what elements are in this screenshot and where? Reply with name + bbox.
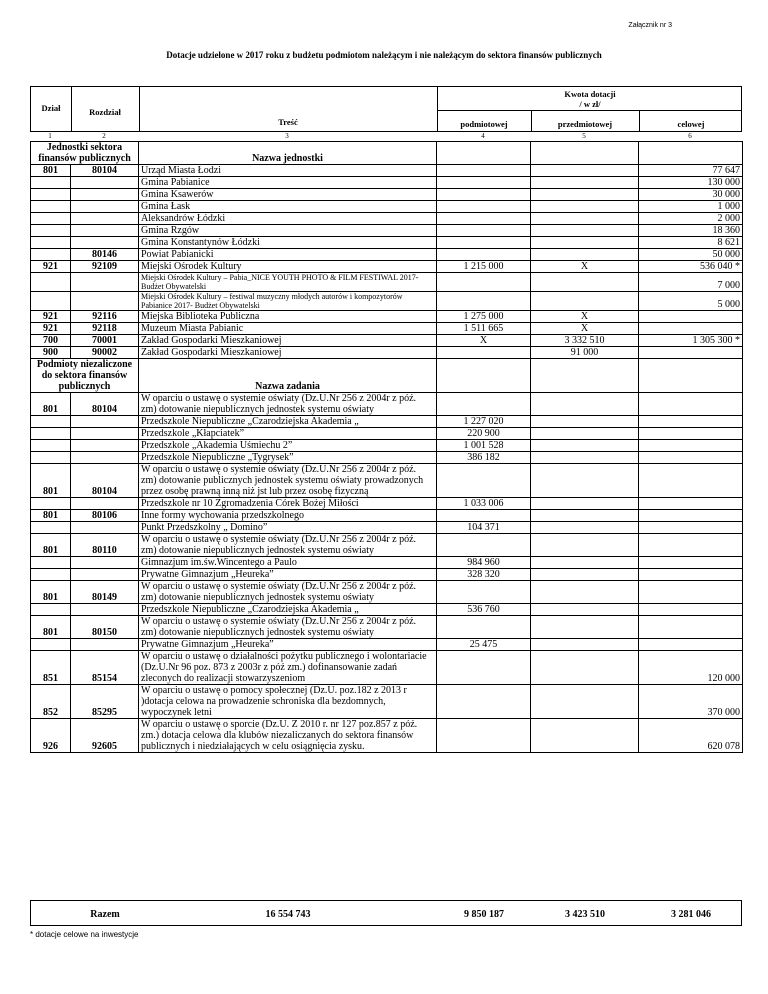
cell-tresc: Urząd Miasta Łodzi [139, 165, 437, 177]
cell-rozdzial: 80149 [71, 581, 139, 604]
cell-podmiotowej: 220 900 [437, 428, 531, 440]
cell-rozdzial [71, 498, 139, 510]
cell-przedmiotowej [531, 510, 639, 522]
cell-podmiotowej [437, 510, 531, 522]
cell-celowej: 50 000 [639, 249, 743, 261]
total-row [30, 900, 742, 926]
cell-celowej: 5 000 [639, 292, 743, 311]
cell-tresc: Punkt Przedszkolny „ Domino” [139, 522, 437, 534]
cell-celowej [639, 522, 743, 534]
cell-przedmiotowej [531, 225, 639, 237]
table-row [31, 201, 743, 213]
cell-celowej: 7 000 [639, 273, 743, 292]
table-row [31, 393, 743, 416]
cell-podmiotowej: 1 511 665 [437, 323, 531, 335]
table-row [31, 225, 743, 237]
table-row [31, 685, 743, 719]
cell-podmiotowej: 1 033 006 [437, 498, 531, 510]
cell-przedmiotowej [531, 604, 639, 616]
cell-przedmiotowej [531, 189, 639, 201]
cell-celowej [639, 639, 743, 651]
cell-przedmiotowej: 91 000 [531, 347, 639, 359]
table-row [31, 651, 743, 685]
cell-rozdzial: 80104 [71, 393, 139, 416]
cell-dzial: 801 [31, 510, 71, 522]
cell-tresc: Miejski Ośrodek Kultury [139, 261, 437, 273]
cell-przedmiotowej: X [531, 311, 639, 323]
cell-dzial [31, 639, 71, 651]
cell-celowej: 30 000 [639, 189, 743, 201]
cell-tresc: Zakład Gospodarki Mieszkaniowej [139, 347, 437, 359]
table-row [31, 249, 743, 261]
cell-celowej: 2 000 [639, 213, 743, 225]
section-heading: Jednostki sektora finansów publicznych [31, 142, 139, 165]
cell-dzial [31, 604, 71, 616]
cell-przedmiotowej: 3 332 510 [531, 335, 639, 347]
table-row [31, 347, 743, 359]
cell-podmiotowej [437, 651, 531, 685]
cell-rozdzial [71, 213, 139, 225]
cell-tresc: Aleksandrów Łódzki [139, 213, 437, 225]
cell-celowej: 536 040 * [639, 261, 743, 273]
cell-przedmiotowej [531, 249, 639, 261]
cell-celowej [639, 616, 743, 639]
cell-celowej: 370 000 [639, 685, 743, 719]
cell-podmiotowej [437, 464, 531, 498]
cell-przedmiotowej [531, 393, 639, 416]
cell-przedmiotowej [531, 428, 639, 440]
table-row [31, 311, 743, 323]
table-row [31, 323, 743, 335]
col-num-6: 6 [688, 132, 692, 140]
cell-celowej [639, 498, 743, 510]
cell-podmiotowej: 1 001 528 [437, 440, 531, 452]
cell-tresc: Gmina Rzgów [139, 225, 437, 237]
table-row [31, 292, 743, 311]
cell-tresc: Miejski Ośrodek Kultury – festiwal muzyczny młodych autorów i kompozytorów Pabianice 2017- Budżet Obywatelski [139, 292, 437, 311]
cell-tresc: Przedszkole Niepubliczne „Tygrysek” [139, 452, 437, 464]
cell-rozdzial: 80150 [71, 616, 139, 639]
header-rozdzial: Rozdział [89, 107, 121, 117]
cell-przedmiotowej [531, 534, 639, 557]
table-row [31, 261, 743, 273]
cell-przedmiotowej [531, 177, 639, 189]
cell-rozdzial: 92116 [71, 311, 139, 323]
cell-celowej [639, 416, 743, 428]
cell-dzial [31, 249, 71, 261]
cell-tresc: Gmina Pabianice [139, 177, 437, 189]
header-celowej: celowej [677, 119, 705, 129]
cell-dzial: 852 [31, 685, 71, 719]
cell-tresc: Przedszkole nr 10 Zgromadzenia Córek Bożej Miłości [139, 498, 437, 510]
cell-tresc: Gmina Łask [139, 201, 437, 213]
cell-przedmiotowej [531, 557, 639, 569]
cell-rozdzial [71, 292, 139, 311]
cell-dzial: 801 [31, 616, 71, 639]
cell-dzial [31, 225, 71, 237]
cell-podmiotowej: X [437, 335, 531, 347]
cell-tresc: Gmina Ksawerów [139, 189, 437, 201]
cell-celowej: 1 305 300 * [639, 335, 743, 347]
cell-dzial: 801 [31, 464, 71, 498]
table-row [31, 189, 743, 201]
cell-rozdzial [71, 522, 139, 534]
cell-dzial [31, 498, 71, 510]
table-row [31, 581, 743, 604]
cell-przedmiotowej [531, 416, 639, 428]
cell-tresc: Gimnazjum im.św.Wincentego a Paulo [139, 557, 437, 569]
table-row [31, 165, 743, 177]
col-num-4: 4 [481, 132, 485, 140]
cell-tresc: Miejski Ośrodek Kultury – Pabia_NICE YOUTH PHOTO & FILM FESTIWAL 2017- Budżet Obywatelski [139, 273, 437, 292]
cell-dzial [31, 416, 71, 428]
cell-podmiotowej [437, 292, 531, 311]
cell-rozdzial [71, 428, 139, 440]
cell-tresc: W oparciu o ustawę o systemie oświaty (Dz.U.Nr 256 z 2004r z póź. zm) dotowanie niepublicznych jednostek systemu oświaty [139, 616, 437, 639]
header-tresc: Treść [278, 117, 298, 127]
cell-podmiotowej: 1 215 000 [437, 261, 531, 273]
cell-dzial [31, 428, 71, 440]
cell-rozdzial [71, 440, 139, 452]
table-row [31, 498, 743, 510]
cell-przedmiotowej [531, 581, 639, 604]
cell-celowej: 8 621 [639, 237, 743, 249]
cell-celowej: 1 000 [639, 201, 743, 213]
cell-dzial [31, 557, 71, 569]
table-row [31, 428, 743, 440]
empty-cell [639, 142, 743, 165]
cell-dzial: 801 [31, 165, 71, 177]
cell-celowej [639, 569, 743, 581]
section-heading-row [31, 359, 743, 393]
cell-celowej [639, 464, 743, 498]
cell-przedmiotowej [531, 651, 639, 685]
cell-podmiotowej: 1 227 020 [437, 416, 531, 428]
section-heading-row [31, 142, 743, 165]
col-num-1: 1 [48, 132, 52, 140]
empty-cell [639, 359, 743, 393]
cell-tresc: Miejska Biblioteka Publiczna [139, 311, 437, 323]
header-przedmiotowej: przedmiotowej [557, 119, 613, 129]
cell-podmiotowej [437, 189, 531, 201]
cell-przedmiotowej: X [531, 261, 639, 273]
cell-tresc: W oparciu o ustawę o działalności pożytku publicznego i wolontariacie (Dz.U.Nr 96 poz. 873 z 2003r z póź zm.) dofinansowanie zadań zleconych do realizacji stowarzyszeniom [139, 651, 437, 685]
table-row [31, 213, 743, 225]
cell-tresc: Gmina Konstantynów Łódzki [139, 237, 437, 249]
cell-przedmiotowej [531, 639, 639, 651]
cell-podmiotowej [437, 237, 531, 249]
cell-dzial [31, 522, 71, 534]
cell-podmiotowej [437, 719, 531, 753]
cell-dzial [31, 273, 71, 292]
cell-podmiotowej: 1 275 000 [437, 311, 531, 323]
cell-przedmiotowej [531, 237, 639, 249]
cell-dzial [31, 213, 71, 225]
cell-podmiotowej [437, 249, 531, 261]
cell-rozdzial: 80146 [71, 249, 139, 261]
table-row [31, 464, 743, 498]
cell-przedmiotowej [531, 616, 639, 639]
cell-rozdzial: 70001 [71, 335, 139, 347]
table-header [30, 86, 742, 132]
cell-przedmiotowej [531, 464, 639, 498]
cell-dzial [31, 201, 71, 213]
cell-tresc: Prywatne Gimnazjum „Heureka” [139, 569, 437, 581]
empty-cell [437, 359, 531, 393]
cell-celowej [639, 510, 743, 522]
cell-rozdzial [71, 189, 139, 201]
cell-celowej: 620 078 [639, 719, 743, 753]
attachment-label: Załącznik nr 3 [628, 22, 672, 29]
cell-dzial: 851 [31, 651, 71, 685]
table-row [31, 416, 743, 428]
cell-celowej: 130 000 [639, 177, 743, 189]
cell-celowej: 18 360 [639, 225, 743, 237]
table-row [31, 719, 743, 753]
cell-przedmiotowej [531, 522, 639, 534]
cell-przedmiotowej [531, 440, 639, 452]
cell-przedmiotowej [531, 201, 639, 213]
cell-tresc: W oparciu o ustawę o sporcie (Dz.U. Z 2010 r. nr 127 poz.857 z póź. zm.) dotacja celowa dla klubów niezaliczanych do sektora finansów publicznych i niedziałających w celu osiągnięcia zysku. [139, 719, 437, 753]
col-num-5: 5 [582, 132, 586, 140]
cell-dzial: 926 [31, 719, 71, 753]
cell-rozdzial [71, 201, 139, 213]
empty-cell [437, 142, 531, 165]
table-row [31, 522, 743, 534]
cell-rozdzial: 80106 [71, 510, 139, 522]
cell-dzial [31, 177, 71, 189]
cell-tresc: W oparciu o ustawę o systemie oświaty (Dz.U.Nr 256 z 2004r z póź. zm) dotowanie niepublicznych jednostek systemu oświaty [139, 393, 437, 416]
table-row [31, 639, 743, 651]
header-unit: / w zł/ [579, 99, 601, 109]
cell-przedmiotowej [531, 292, 639, 311]
grants-table [30, 141, 743, 753]
cell-rozdzial: 92109 [71, 261, 139, 273]
cell-rozdzial [71, 177, 139, 189]
cell-przedmiotowej: X [531, 323, 639, 335]
cell-celowej [639, 452, 743, 464]
table-row [31, 273, 743, 292]
cell-rozdzial: 85154 [71, 651, 139, 685]
cell-dzial: 801 [31, 393, 71, 416]
cell-rozdzial: 80104 [71, 165, 139, 177]
section-name-heading: Nazwa zadania [139, 359, 437, 393]
col-num-3: 3 [285, 132, 289, 140]
table-row [31, 335, 743, 347]
cell-podmiotowej: 25 475 [437, 639, 531, 651]
cell-celowej [639, 557, 743, 569]
cell-dzial [31, 452, 71, 464]
total-sum: 16 554 743 [265, 909, 311, 920]
empty-cell [531, 359, 639, 393]
cell-rozdzial [71, 604, 139, 616]
cell-podmiotowej [437, 225, 531, 237]
total-label: Razem [90, 909, 120, 920]
cell-podmiotowej [437, 273, 531, 292]
cell-rozdzial [71, 273, 139, 292]
cell-podmiotowej [437, 685, 531, 719]
cell-tresc: Inne formy wychowania przedszkolnego [139, 510, 437, 522]
cell-celowej [639, 581, 743, 604]
cell-celowej [639, 534, 743, 557]
cell-podmiotowej [437, 201, 531, 213]
table-row [31, 604, 743, 616]
cell-celowej [639, 311, 743, 323]
cell-tresc: Przedszkole „Akademia Uśmiechu 2” [139, 440, 437, 452]
cell-rozdzial: 85295 [71, 685, 139, 719]
cell-dzial [31, 189, 71, 201]
cell-podmiotowej: 536 760 [437, 604, 531, 616]
cell-dzial: 921 [31, 323, 71, 335]
cell-dzial: 801 [31, 581, 71, 604]
cell-tresc: W oparciu o ustawę o systemie oświaty (Dz.U.Nr 256 z 2004r z póź. zm) dotowanie niepublicznych jednostek systemu oświaty [139, 581, 437, 604]
cell-tresc: W oparciu o ustawę o pomocy społecznej (Dz.U. poz.182 z 2013 r )dotacja celowa na prowadzenie schroniska dla bezdomnych, wypoczynek letni [139, 685, 437, 719]
total-podmiotowej: 9 850 187 [464, 909, 504, 920]
cell-dzial: 900 [31, 347, 71, 359]
table-row [31, 452, 743, 464]
cell-rozdzial [71, 569, 139, 581]
cell-podmiotowej: 386 182 [437, 452, 531, 464]
cell-rozdzial [71, 452, 139, 464]
cell-tresc: Przedszkole „Kłapciatek” [139, 428, 437, 440]
cell-celowej [639, 604, 743, 616]
header-podmiotowej: podmiotowej [460, 119, 508, 129]
cell-rozdzial [71, 225, 139, 237]
cell-podmiotowej [437, 616, 531, 639]
table-row [31, 569, 743, 581]
cell-przedmiotowej [531, 569, 639, 581]
cell-rozdzial: 80104 [71, 464, 139, 498]
cell-dzial [31, 237, 71, 249]
footnote: * dotacje celowe na inwestycje [30, 930, 139, 939]
cell-podmiotowej [437, 177, 531, 189]
table-row [31, 440, 743, 452]
table-row [31, 557, 743, 569]
cell-tresc: W oparciu o ustawę o systemie oświaty (Dz.U.Nr 256 z 2004r z póź. zm) dotowanie niepublicznych jednostek systemu oświaty [139, 534, 437, 557]
cell-podmiotowej [437, 347, 531, 359]
cell-celowej: 120 000 [639, 651, 743, 685]
col-num-2: 2 [102, 132, 106, 140]
cell-celowej: 77 647 [639, 165, 743, 177]
cell-tresc: W oparciu o ustawę o systemie oświaty (Dz.U.Nr 256 z 2004r z póź. zm) dotowanie publicznych jednostek systemu oświaty prowadzonych przez osobę prawną inną niż jst lub przez osobę fizyczną [139, 464, 437, 498]
cell-przedmiotowej [531, 213, 639, 225]
table-row [31, 616, 743, 639]
section-name-heading: Nazwa jednostki [139, 142, 437, 165]
cell-tresc: Muzeum Miasta Pabianic [139, 323, 437, 335]
section-heading: Podmioty niezaliczone do sektora finansów publicznych [31, 359, 139, 393]
cell-rozdzial [71, 416, 139, 428]
header-kwota: Kwota dotacji [564, 89, 616, 99]
cell-podmiotowej [437, 393, 531, 416]
cell-dzial [31, 440, 71, 452]
cell-przedmiotowej [531, 273, 639, 292]
cell-celowej [639, 347, 743, 359]
cell-przedmiotowej [531, 452, 639, 464]
cell-celowej [639, 323, 743, 335]
cell-tresc: Powiat Pabianicki [139, 249, 437, 261]
cell-tresc: Przedszkole Niepubliczne „Czarodziejska Akademia „ [139, 604, 437, 616]
table-row [31, 177, 743, 189]
cell-rozdzial: 80110 [71, 534, 139, 557]
table-row [31, 237, 743, 249]
cell-przedmiotowej [531, 719, 639, 753]
cell-rozdzial: 92605 [71, 719, 139, 753]
table-row [31, 534, 743, 557]
cell-dzial [31, 569, 71, 581]
cell-tresc: Przedszkole Niepubliczne „Czarodziejska Akademia „ [139, 416, 437, 428]
cell-dzial [31, 292, 71, 311]
cell-podmiotowej [437, 213, 531, 225]
cell-podmiotowej: 104 371 [437, 522, 531, 534]
cell-dzial: 921 [31, 261, 71, 273]
total-celowej: 3 281 046 [671, 909, 711, 920]
cell-celowej [639, 393, 743, 416]
cell-celowej [639, 440, 743, 452]
cell-przedmiotowej [531, 498, 639, 510]
cell-rozdzial: 90002 [71, 347, 139, 359]
cell-dzial: 801 [31, 534, 71, 557]
cell-tresc: Zakład Gospodarki Mieszkaniowej [139, 335, 437, 347]
cell-podmiotowej [437, 534, 531, 557]
cell-dzial: 921 [31, 311, 71, 323]
cell-dzial: 700 [31, 335, 71, 347]
cell-rozdzial [71, 237, 139, 249]
total-przedmiotowej: 3 423 510 [565, 909, 605, 920]
header-dzial: Dział [41, 103, 61, 113]
cell-podmiotowej: 328 320 [437, 569, 531, 581]
cell-rozdzial: 92118 [71, 323, 139, 335]
cell-rozdzial [71, 557, 139, 569]
empty-cell [531, 142, 639, 165]
cell-przedmiotowej [531, 685, 639, 719]
cell-rozdzial [71, 639, 139, 651]
cell-podmiotowej [437, 165, 531, 177]
table-row [31, 510, 743, 522]
cell-przedmiotowej [531, 165, 639, 177]
cell-podmiotowej [437, 581, 531, 604]
cell-podmiotowej: 984 960 [437, 557, 531, 569]
cell-tresc: Prywatne Gimnazjum „Heureka” [139, 639, 437, 651]
cell-celowej [639, 428, 743, 440]
document-title: Dotacje udzielone w 2017 roku z budżetu podmiotom należącym i nie należącym do sektora finansów publicznych [166, 50, 602, 60]
